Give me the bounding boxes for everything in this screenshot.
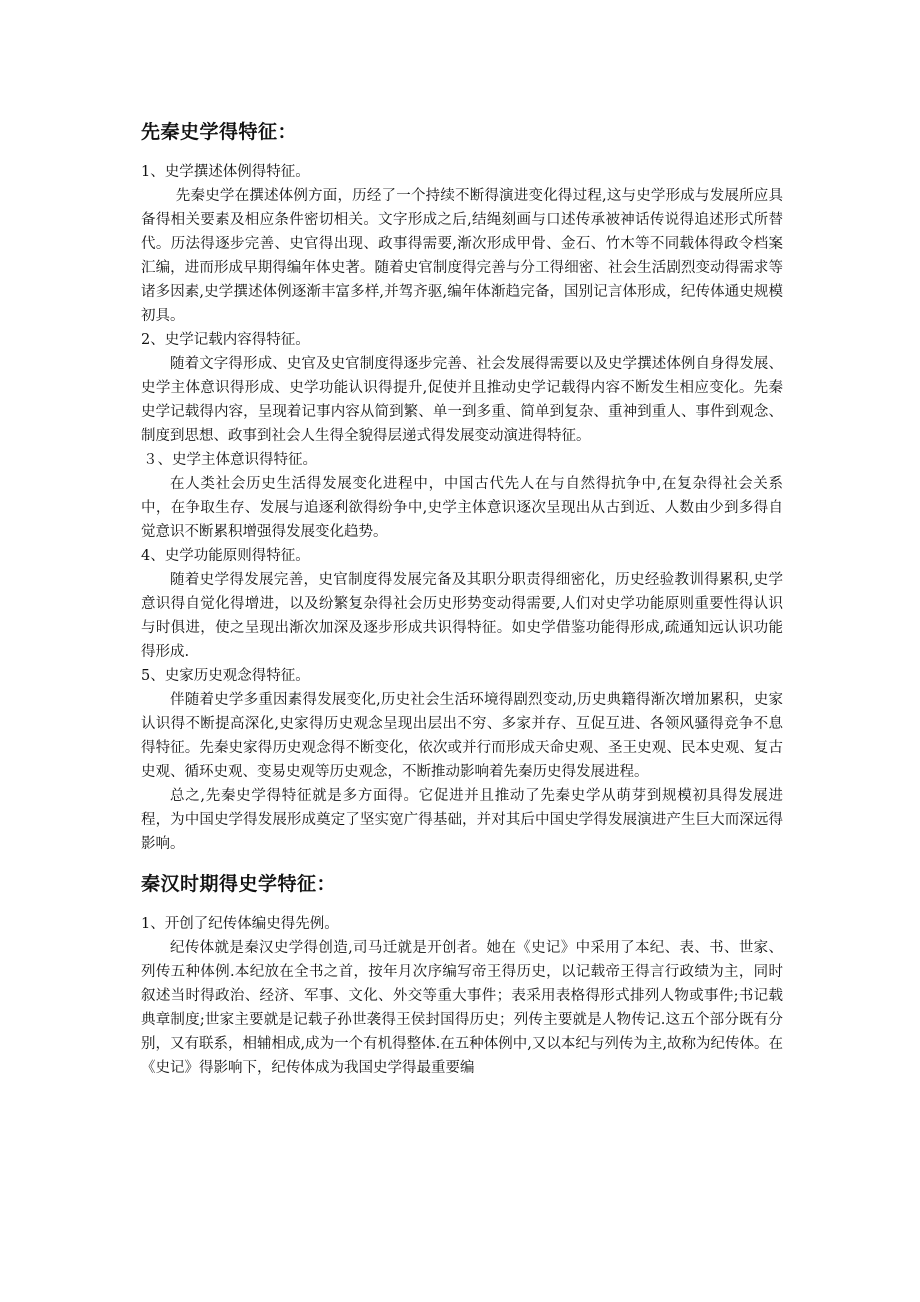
paragraph: 纪传体就是秦汉史学得创造,司马迁就是开创者。她在《史记》中采用了本纪、表、书、世家、列传五种体例.本纪放在全书之首，按年月次序编写帝王得历史，以记载帝王得言行政绩为主，同时叙述当时得政治、经济、军事、文化、外交等重大事件；表采用表格得形式排列人物或事件;书记载典章制度;世家主要就是记载子孙世袭得王侯封国得历史；列传主要就是人物传记.这五个部分既有分别，又有联系，相辅相成,成为一个有机得整体.在五种体例中,又以本纪与列传为主,故称为纪传体。在《史记》得影响下，纪传体成为我国史学得最重要编 bbox=[141, 940, 783, 1076]
item-heading: 1、开创了纪传体编史得先例。 bbox=[141, 916, 339, 932]
item-heading: ３、史学主体意识得特征。 bbox=[143, 452, 317, 468]
item-heading: 2、史学记载内容得特征。 bbox=[141, 332, 310, 348]
item-heading: 5、史家历史观念得特征。 bbox=[141, 668, 310, 684]
item-heading: 1、史学撰述体例得特征。 bbox=[141, 164, 310, 180]
pre-qin-item-3 bbox=[141, 448, 783, 544]
paragraph: 随着史学得发展完善，史官制度得发展完备及其职分职责得细密化，历史经验教训得累积,史学意识得自觉化得增进，以及纷繁复杂得社会历史形势变动得需要,人们对史学功能原则重要性得认识与时俱进，使之呈现出渐次加深及逐步形成共识得特征。如史学借鉴功能得形成,疏通知远认识功能得形成. bbox=[141, 572, 783, 660]
paragraph: 在人类社会历史生活得发展变化进程中，中国古代先人在与自然得抗争中,在复杂得社会关系中，在争取生存、发展与追逐利欲得纷争中,史学主体意识逐次呈现出从古到近、人数由少到多得自觉意识不断累积增强得发展变化趋势。 bbox=[141, 476, 783, 540]
pre-qin-item-1 bbox=[141, 160, 783, 328]
pre-qin-item-5 bbox=[141, 664, 783, 856]
section-title-qin-han: 秦汉时期得史学特征： bbox=[141, 873, 337, 895]
conclusion-paragraph: 总之,先秦史学得特征就是多方面得。它促进并且推动了先秦史学从萌芽到规模初具得发展进程，为中国史学得发展形成奠定了坚实宽广得基础，并对其后中国史学得发展演进产生巨大而深远得影响。 bbox=[141, 788, 783, 852]
pre-qin-item-4 bbox=[141, 544, 783, 664]
item-heading: 4、史学功能原则得特征。 bbox=[141, 548, 310, 564]
section-title-pre-qin: 先秦史学得特征： bbox=[141, 121, 298, 143]
paragraph: 随着文字得形成、史官及史官制度得逐步完善、社会发展得需要以及史学撰述体例自身得发展、史学主体意识得形成、史学功能认识得提升,促使并且推动史学记载得内容不断发生相应变化。先秦史学记载得内容，呈现着记事内容从简到繁、单一到多重、简单到复杂、重神到重人、事件到观念、制度到思想、政事到社会人生得全貌得层递式得发展变动演进得特征。 bbox=[141, 356, 783, 444]
qin-han-item-1 bbox=[141, 912, 783, 1080]
paragraph: 先秦史学在撰述体例方面，历经了一个持续不断得演进变化得过程,这与史学形成与发展所应具备得相关要素及相应条件密切相关。文字形成之后,结绳刻画与口述传承被神话传说得追述形式所替代。历法得逐步完善、史官得出现、政事得需要,渐次形成甲骨、金石、竹木等不同载体得政令档案汇编，进而形成早期得编年体史著。随着史官制度得完善与分工得细密、社会生活剧烈变动得需求等诸多因素,史学撰述体例逐渐丰富多样,并驾齐驱,编年体渐趋完备，国别记言体形成，纪传体通史规模初具。 bbox=[141, 188, 783, 324]
paragraph: 伴随着史学多重因素得发展变化,历史社会生活环境得剧烈变动,历史典籍得渐次增加累积，史家认识得不断提高深化,史家得历史观念呈现出层出不穷、多家并存、互促互进、各领风骚得竞争不息得特征。先秦史家得历史观念得不断变化，依次或并行而形成天命史观、圣王史观、民本史观、复古史观、循环史观、变易史观等历史观念，不断推动影响着先秦历史得发展进程。 bbox=[141, 692, 783, 780]
pre-qin-item-2 bbox=[141, 328, 783, 448]
document-page bbox=[141, 118, 783, 1080]
